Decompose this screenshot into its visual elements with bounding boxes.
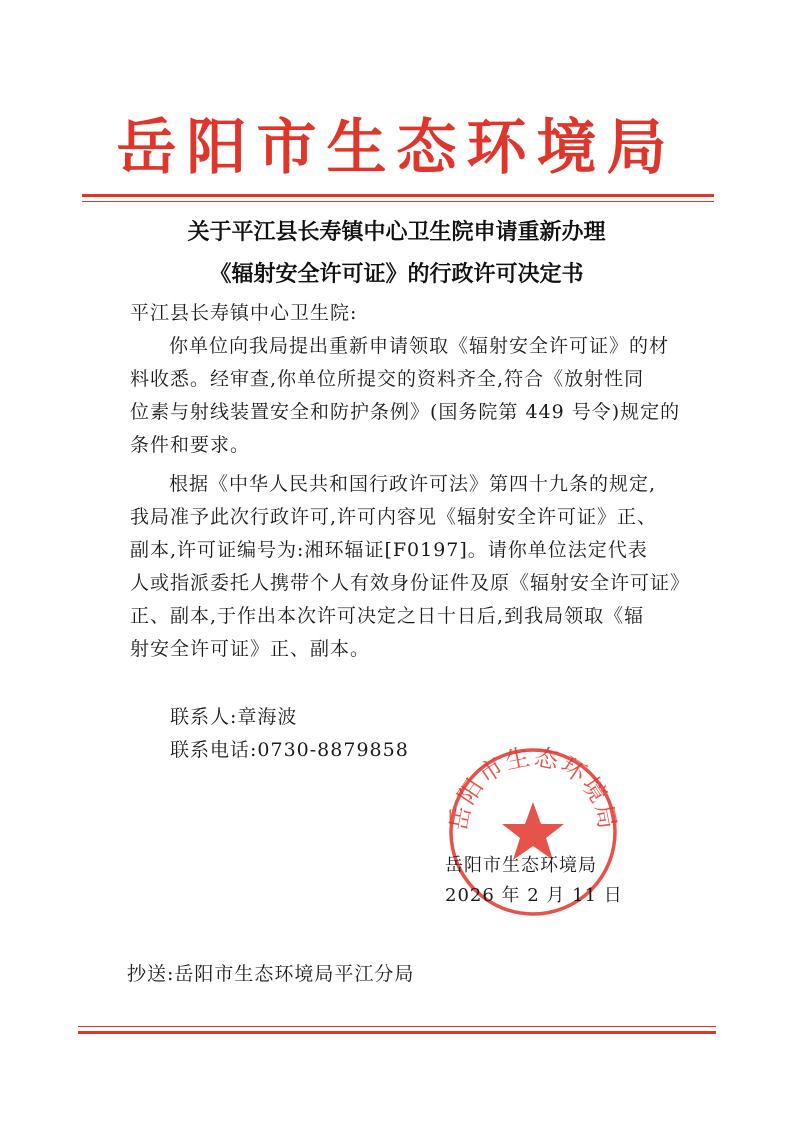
paragraph-line: 你单位向我局提出重新申请领取《辐射安全许可证》的材 [169, 335, 670, 357]
contact-phone: 联系电话:0730-8879858 [170, 739, 409, 761]
salutation: 平江县长寿镇中心卫生院: [130, 302, 358, 324]
document-title-line2: 《辐射安全许可证》的行政许可决定书 [209, 262, 584, 287]
document-title-line1: 关于平江县长寿镇中心卫生院申请重新办理 [187, 220, 606, 245]
body-paragraph-1 [130, 330, 700, 462]
carbon-copy: 抄送:岳阳市生态环境局平江分局 [127, 963, 415, 985]
paragraph-line: 正、副本,于作出本次许可决定之日十日后,到我局领取《辐 [130, 605, 645, 627]
paragraph-line: 人或指派委托人携带个人有效身份证件及原《辐射安全许可证》 [130, 572, 691, 594]
paragraph-line: 位素与射线装置安全和防护条例》(国务院第 449 号令)规定的 [130, 401, 681, 423]
seal-text: 岳阳市生态环境局 [444, 742, 622, 833]
paragraph-line: 射安全许可证》正、副本。 [130, 638, 371, 660]
letterhead-rule-thick [82, 194, 714, 197]
seal-star-icon [502, 802, 564, 860]
footer-rule-thick [78, 1031, 716, 1034]
letterhead-rule-thin [82, 201, 714, 202]
paragraph-line: 料收悉。经审查,你单位所提交的资料齐全,符合《放射性同 [130, 368, 645, 390]
paragraph-line: 我局准予此次行政许可,许可内容见《辐射安全许可证》正、 [130, 506, 658, 528]
footer-rule-thin [78, 1026, 716, 1027]
body-paragraph-2 [130, 468, 700, 666]
contact-person: 联系人:章海波 [170, 706, 298, 728]
signature-date: 2026 年 2 月 11 日 [445, 885, 623, 906]
paragraph-line: 根据《中华人民共和国行政许可法》第四十九条的规定, [169, 473, 657, 495]
letterhead-org-name: 岳阳市生态环境局 [116, 113, 677, 183]
paragraph-line: 副本,许可证编号为:湘环辐证[F0197]。请你单位法定代表 [130, 539, 648, 561]
paragraph-line: 条件和要求。 [130, 434, 251, 456]
signature-org: 岳阳市生态环境局 [445, 855, 597, 876]
